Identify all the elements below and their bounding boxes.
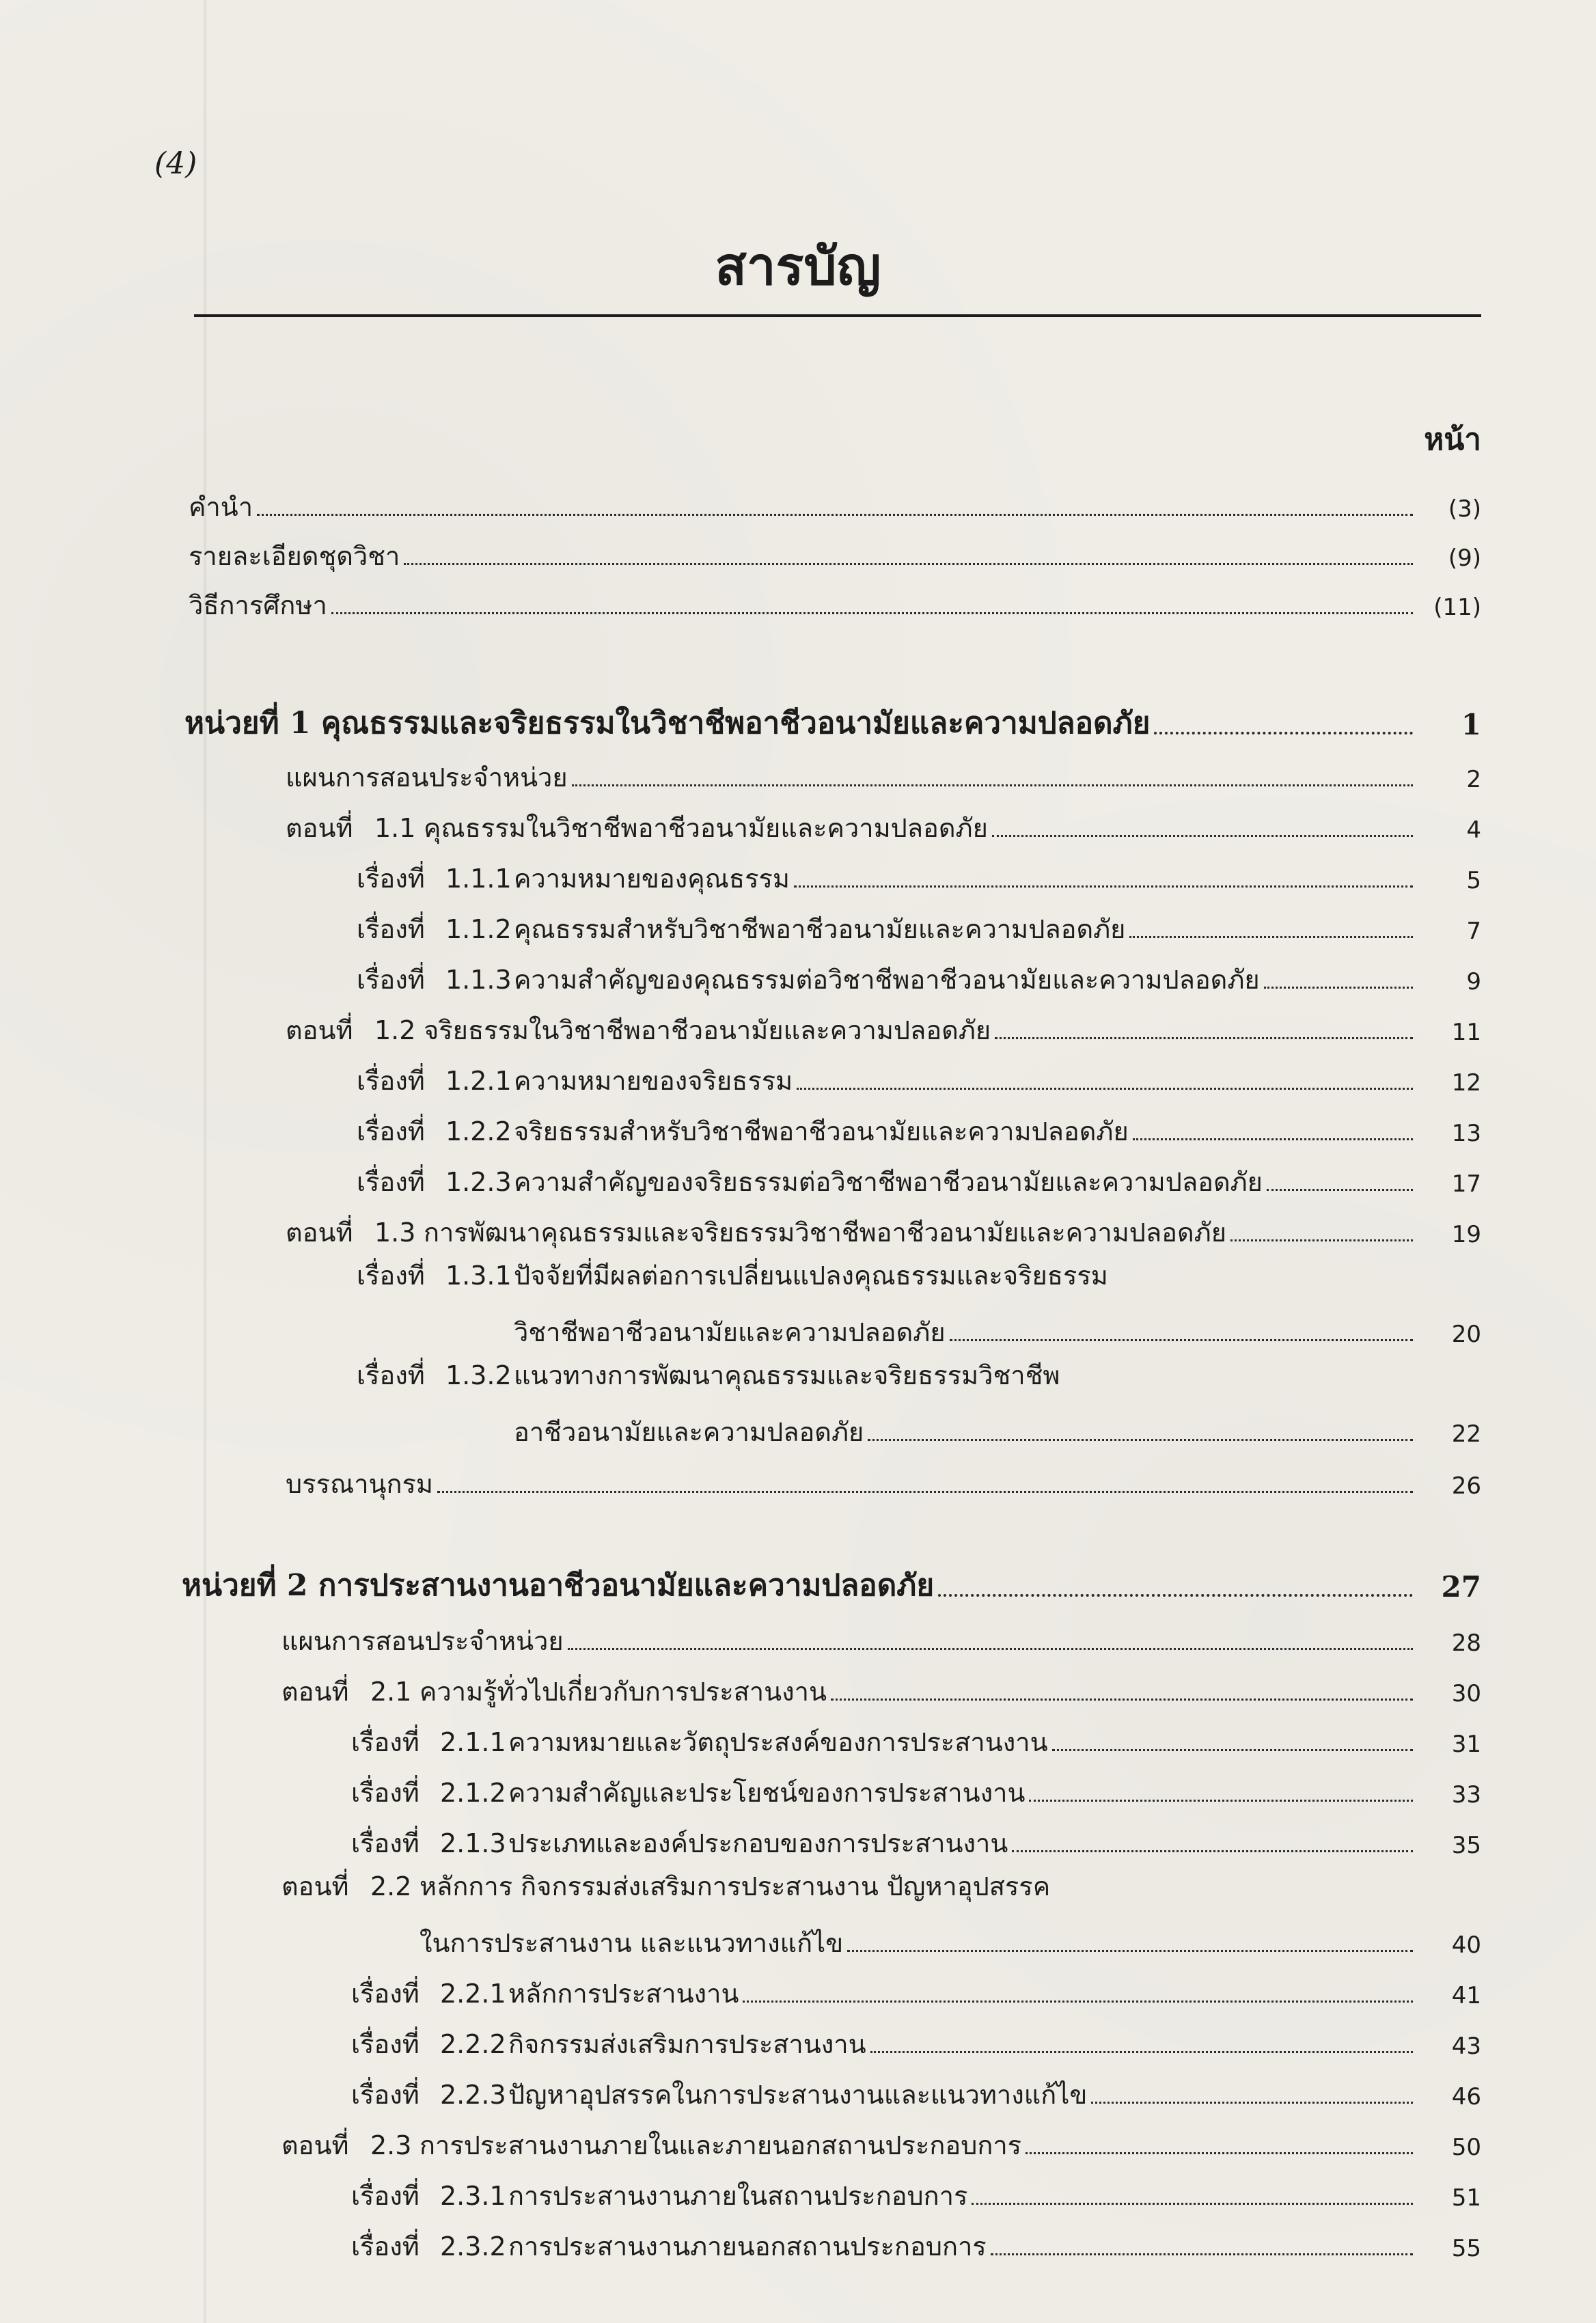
toc-topic-label-continued: วิชาชีพอาชีวอนามัยและความปลอดภัย	[514, 1317, 946, 1348]
title-rule	[194, 314, 1481, 317]
toc-topic-label: เรื่องที่ 2.2.3ปัญหาอุปสรรคในการประสานงานและแนวทางแก้ไข	[351, 2080, 1088, 2111]
dot-leader	[1129, 936, 1413, 938]
page-column-label: หน้า	[1424, 422, 1481, 457]
dot-leader	[1091, 2102, 1413, 2104]
toc-topic	[357, 1103, 1481, 1148]
dot-leader	[1052, 1749, 1413, 1751]
toc-entry-label: แผนการสอนประจำหน่วย	[281, 1626, 564, 1657]
toc-topic-page: 35	[1451, 1832, 1481, 1860]
dot-leader	[331, 612, 1413, 614]
toc-topic-page: 7	[1466, 918, 1481, 946]
toc-topic-page: 46	[1451, 2083, 1481, 2111]
toc-section	[281, 1663, 1481, 1708]
toc-unit-heading	[182, 1552, 1481, 1604]
dot-leader	[831, 1699, 1413, 1701]
toc-section-page: 30	[1451, 1680, 1481, 1708]
toc-topic-line1: เรื่องที่ 1.3.1ปัจจัยที่มีผลต่อการเปลี่ยนแปลงคุณธรรมและจริยธรรม	[357, 1261, 1108, 1291]
toc-entry-page: 26	[1451, 1472, 1481, 1500]
toc-topic-page: 9	[1466, 968, 1481, 996]
toc-topic-label: เรื่องที่ 2.2.2กิจกรรมส่งเสริมการประสานงาน	[351, 2029, 866, 2060]
toc-section-label: ตอนที่ 1.1 คุณธรรมในวิชาชีพอาชีวอนามัยและความปลอดภัย	[286, 813, 988, 844]
toc-topic-line1: เรื่องที่ 1.3.2แนวทางการพัฒนาคุณธรรมและจริยธรรมวิชาชีพ	[357, 1360, 1060, 1390]
toc-entry-label: บรรณานุกรม	[286, 1469, 433, 1500]
dot-leader	[568, 1648, 1413, 1650]
toc-section	[286, 1002, 1481, 1047]
toc-topic	[351, 2016, 1481, 2061]
dot-leader	[404, 563, 1413, 565]
toc-section	[286, 799, 1481, 844]
dot-leader	[1133, 1138, 1413, 1140]
toc-entry	[286, 1455, 1481, 1500]
dot-leader	[972, 2203, 1413, 2205]
toc-topic-label: เรื่องที่ 1.1.2คุณธรรมสำหรับวิชาชีพอาชีวอนามัยและความปลอดภัย	[357, 914, 1126, 945]
dot-leader	[743, 2001, 1413, 2003]
dot-leader	[794, 885, 1413, 888]
toc-topic-page: 41	[1451, 1982, 1481, 2010]
toc-topic-page: 33	[1451, 1781, 1481, 1809]
toc-topic	[357, 850, 1481, 895]
toc-topic	[351, 1714, 1481, 1759]
toc-topic-page: 12	[1451, 1069, 1481, 1097]
toc-topic-label: เรื่องที่ 2.1.3ประเภทและองค์ประกอบของการประสานงาน	[351, 1828, 1008, 1859]
dot-leader	[938, 1594, 1413, 1597]
unit-heading-page: 1	[1461, 707, 1481, 741]
toc-entry	[281, 1612, 1481, 1658]
toc-topic-page: 20	[1451, 1321, 1481, 1349]
toc-topic	[514, 1403, 1481, 1448]
toc-entry	[189, 577, 1481, 622]
dot-leader	[1230, 1239, 1413, 1241]
dot-leader	[1026, 2152, 1413, 2154]
toc-entry-page: 28	[1451, 1630, 1481, 1658]
toc-topic-page: 13	[1451, 1120, 1481, 1148]
toc-topic-label: เรื่องที่ 2.3.1การประสานงานภายในสถานประกอบการ	[351, 2181, 968, 2212]
toc-topic-label: เรื่องที่ 1.2.3ความสำคัญของจริยธรรมต่อวิชาชีพอาชีวอนามัยและความปลอดภัย	[357, 1167, 1263, 1198]
toc-topic-page: 51	[1451, 2184, 1481, 2212]
toc-entry	[189, 527, 1481, 573]
dot-leader	[1154, 732, 1413, 734]
page-number: (4)	[154, 146, 197, 181]
toc-topic-page: 5	[1466, 867, 1481, 895]
dot-leader	[437, 1491, 1413, 1493]
toc-topic	[351, 2167, 1481, 2212]
toc-topic	[351, 2066, 1481, 2111]
toc-section-page: 40	[1451, 1932, 1481, 1960]
toc-topic	[351, 1965, 1481, 2010]
toc-section	[281, 2117, 1481, 2162]
toc-topic-label-continued: อาชีวอนามัยและความปลอดภัย	[514, 1417, 864, 1448]
toc-topic-label: เรื่องที่ 1.2.2จริยธรรมสำหรับวิชาชีพอาชีวอนามัยและความปลอดภัย	[357, 1116, 1129, 1147]
dot-leader	[950, 1339, 1413, 1341]
unit-heading-label: หน่วยที่ 2 การประสานงานอาชีวอนามัยและความปลอดภัย	[182, 1568, 935, 1604]
toc-topic	[357, 951, 1481, 996]
toc-topic-label: เรื่องที่ 2.1.1ความหมายและวัตถุประสงค์ของการประสานงาน	[351, 1727, 1048, 1758]
toc-entry-label: รายละเอียดชุดวิชา	[189, 541, 400, 572]
toc-entry-page: (3)	[1448, 495, 1481, 523]
toc-entry-label: คำนำ	[189, 492, 253, 523]
toc-topic	[357, 901, 1481, 946]
dot-leader	[1029, 1800, 1413, 1802]
unit-heading-label: หน่วยที่ 1 คุณธรรมและจริยธรรมในวิชาชีพอาชีวอนามัยและความปลอดภัย	[184, 706, 1151, 741]
page-title: สารบัญ	[715, 236, 881, 297]
dot-leader	[1267, 1189, 1413, 1191]
toc-section-page: 11	[1451, 1019, 1481, 1047]
dot-leader	[992, 835, 1413, 837]
toc-section-label: ตอนที่ 2.3 การประสานงานภายในและภายนอกสถานประกอบการ	[281, 2130, 1022, 2161]
toc-topic-label: เรื่องที่ 1.1.3ความสำคัญของคุณธรรมต่อวิชาชีพอาชีวอนามัยและความปลอดภัย	[357, 965, 1260, 995]
toc-entry-page: (11)	[1433, 594, 1481, 622]
toc-section	[419, 1914, 1481, 1960]
toc-section	[286, 1204, 1481, 1249]
toc-section-page: 50	[1451, 2134, 1481, 2162]
toc-topic-label: เรื่องที่ 1.2.1ความหมายของจริยธรรม	[357, 1066, 793, 1097]
dot-leader	[995, 1037, 1413, 1039]
toc-topic-label: เรื่องที่ 1.1.1ความหมายของคุณธรรม	[357, 864, 790, 894]
toc-section-line1: ตอนที่ 2.2 หลักการ กิจกรรมส่งเสริมการประสานงาน ปัญหาอุปสรรค	[281, 1871, 1051, 1901]
toc-section-page: 19	[1451, 1221, 1481, 1249]
dot-leader	[257, 514, 1413, 516]
page-fold-shadow	[204, 0, 206, 2323]
dot-leader	[572, 784, 1413, 786]
toc-topic-label: เรื่องที่ 2.3.2การประสานงานภายนอกสถานประกอบการ	[351, 2231, 987, 2262]
toc-topic-page: 55	[1451, 2235, 1481, 2263]
toc-section-label: ตอนที่ 1.3 การพัฒนาคุณธรรมและจริยธรรมวิชาชีพอาชีวอนามัยและความปลอดภัย	[286, 1218, 1226, 1248]
toc-section-label: ตอนที่ 2.1 ความรู้ทั่วไปเกี่ยวกับการประสานงาน	[281, 1677, 827, 1707]
toc-topic-page: 43	[1451, 2033, 1481, 2061]
dot-leader	[1264, 987, 1413, 989]
dot-leader	[868, 1439, 1413, 1441]
toc-entry-page: (9)	[1448, 545, 1481, 573]
dot-leader	[991, 2253, 1413, 2255]
toc-topic-page: 31	[1451, 1731, 1481, 1759]
toc-section-page: 4	[1466, 816, 1481, 844]
toc-section-label-continued: ในการประสานงาน และแนวทางแก้ไข	[419, 1928, 844, 1959]
toc-entry	[189, 478, 1481, 523]
toc-entry-label: วิธีการศึกษา	[189, 590, 327, 621]
unit-heading-page: 27	[1441, 1569, 1481, 1604]
toc-topic	[514, 1304, 1481, 1349]
dot-leader	[1012, 1850, 1413, 1852]
toc-topic	[351, 1815, 1481, 1860]
toc-topic	[357, 1052, 1481, 1097]
toc-entry	[286, 749, 1481, 794]
toc-topic	[357, 1153, 1481, 1198]
toc-topic-page: 17	[1451, 1170, 1481, 1198]
dot-leader	[870, 2051, 1413, 2053]
toc-entry-page: 2	[1466, 766, 1481, 794]
toc-topic-page: 22	[1451, 1420, 1481, 1448]
dot-leader	[797, 1088, 1413, 1090]
toc-topic-label: เรื่องที่ 2.1.2ความสำคัญและประโยชน์ของการประสานงาน	[351, 1778, 1026, 1809]
toc-topic	[351, 2218, 1481, 2263]
dot-leader	[847, 1950, 1413, 1952]
toc-entry-label: แผนการสอนประจำหน่วย	[286, 762, 568, 793]
toc-topic	[351, 1764, 1481, 1809]
toc-unit-heading	[184, 690, 1481, 742]
toc-topic-label: เรื่องที่ 2.2.1หลักการประสานงาน	[351, 1979, 739, 2009]
toc-section-label: ตอนที่ 1.2 จริยธรรมในวิชาชีพอาชีวอนามัยและความปลอดภัย	[286, 1015, 991, 1046]
